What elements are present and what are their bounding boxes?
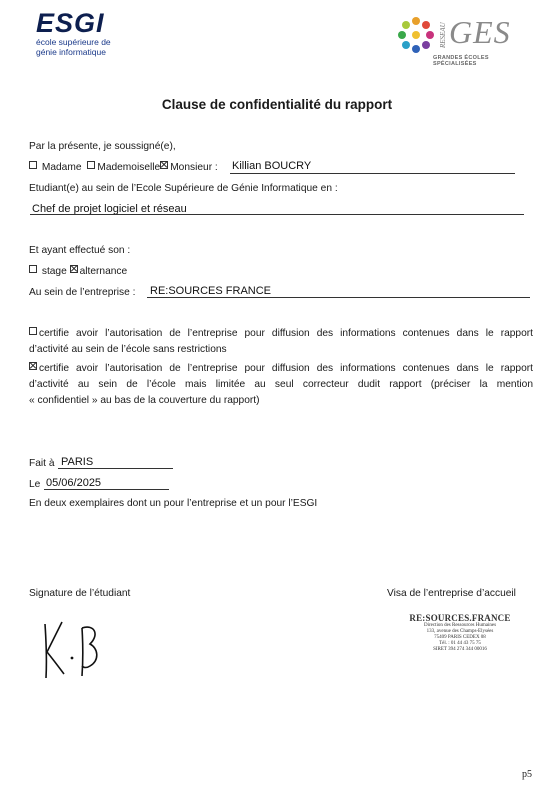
- option2-line1: certifie avoir l’autorisation de l’entreprise pour diffusion des informations contenues dans le rapport: [39, 363, 533, 374]
- ges-logo-sub: GRANDES ÉCOLES SPÉCIALISÉES: [433, 55, 489, 67]
- fait-underline: [58, 468, 173, 469]
- option2-checkbox[interactable]: [29, 362, 37, 370]
- option2-paragraph: [29, 361, 533, 409]
- student-signature: [38, 614, 108, 684]
- company-value: RE:SOURCES FRANCE: [150, 285, 272, 297]
- esgi-logo-sub-1: école supérieure de: [36, 37, 111, 47]
- stage-label: stage: [41, 266, 67, 277]
- option1-line2: d’activité au sein de l’école sans restrictions: [29, 344, 227, 355]
- company-label: Au sein de l’entreprise :: [29, 287, 136, 298]
- stamp-line5: SIRET 394 274 344 00016: [433, 647, 487, 652]
- ges-logo-text: GES: [449, 14, 511, 50]
- option1-line1: certifie avoir l’autorisation de l’entreprise pour diffusion des informations contenues dans le rapport: [39, 328, 533, 339]
- signature-label: Signature de l’étudiant: [29, 588, 131, 599]
- alternance-checkbox[interactable]: [70, 265, 78, 273]
- company-stamp: [402, 613, 518, 653]
- alternance-label: alternance: [79, 266, 128, 277]
- name-underline: [230, 173, 515, 174]
- stamp-line4: Tél. : 01 44 43 75 75: [439, 641, 481, 646]
- student-line: Etudiant(e) au sein de l’Ecole Supérieure de Génie Informatique en :: [29, 183, 338, 194]
- page-number: p5: [522, 769, 532, 780]
- fait-value: PARIS: [61, 456, 94, 468]
- exemplaires-text: En deux exemplaires dont un pour l’entreprise et un pour l’ESGI: [29, 498, 318, 509]
- option1-paragraph: [29, 326, 533, 358]
- esgi-logo: [36, 8, 136, 57]
- civility-row: [29, 161, 218, 174]
- company-underline: [147, 297, 530, 298]
- stamp-line1: Direction des Ressources Humaines: [423, 623, 497, 628]
- visa-label: Visa de l’entreprise d’accueil: [387, 588, 516, 599]
- name-value: Killian BOUCRY: [232, 160, 312, 172]
- ges-logo: [393, 10, 533, 66]
- program-underline: [30, 214, 524, 215]
- stamp-name: RE:SOURCES.FRANCE: [409, 613, 511, 623]
- mode-row: [29, 265, 127, 278]
- esgi-logo-text: ESGI: [36, 8, 105, 38]
- option1-checkbox[interactable]: [29, 327, 37, 335]
- intro-text: Par la présente, je soussigné(e),: [29, 141, 176, 152]
- esgi-logo-sub-2: génie informatique: [36, 47, 106, 57]
- ges-reseau-text: RESEAU: [439, 22, 447, 48]
- stage-checkbox[interactable]: [29, 265, 37, 273]
- madame-label: Madame: [41, 162, 82, 173]
- mademoiselle-checkbox[interactable]: [87, 161, 95, 169]
- monsieur-label: Monsieur :: [170, 162, 218, 173]
- page-title: Clause de confidentialité du rapport: [161, 97, 393, 112]
- option2-line2: d’activité au sein de l’école mais limitée au seul correcteur dudit rapport (préciser la mention: [29, 379, 533, 390]
- monsieur-checkbox[interactable]: [160, 161, 168, 169]
- ges-flower-icon: [395, 14, 437, 56]
- mademoiselle-label: Mademoiselle: [97, 162, 161, 173]
- stamp-line3: 75409 PARIS CEDEX 08: [434, 635, 486, 640]
- program-value: Chef de projet logiciel et réseau: [32, 203, 187, 215]
- madame-checkbox[interactable]: [29, 161, 37, 169]
- option2-line3: « confidentiel » au bas de la couverture du rapport): [29, 395, 260, 406]
- stamp-line2: 133, avenue des Champs-Elysées: [426, 629, 494, 634]
- date-value: 05/06/2025: [46, 477, 102, 489]
- date-underline: [44, 489, 169, 490]
- fait-label: Fait à: [29, 458, 55, 469]
- effectue-label: Et ayant effectué son :: [29, 245, 131, 256]
- date-label: Le: [29, 479, 41, 490]
